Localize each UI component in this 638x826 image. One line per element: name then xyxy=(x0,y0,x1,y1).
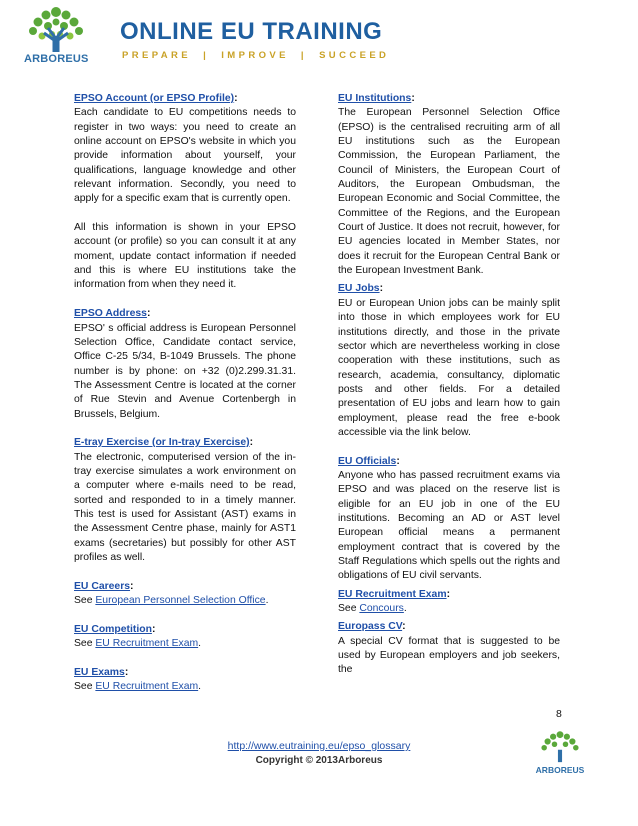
glossary-term[interactable]: EU Competition xyxy=(74,623,152,635)
see-label: See xyxy=(74,638,96,650)
glossary-definition: The European Personnel Selection Office (EPSO) is the centralised recruiting arm of all EU institutions such as the European Commission, the European Parliament, the Council of Ministers, the European Court of Auditors, the European Ombudsman, the European Economic and Social Committee, the Committee of the Regions, and the European Court of Justice. It does not recruit, however, for EU agencies located in Member States, nor does it recruit for the European Central Bank or the European Investment Bank. xyxy=(338,107,560,277)
glossary-left-column xyxy=(74,92,296,709)
glossary-entry-eu-officials: EU Officials: Anyone who has passed recruitment exams via EPSO and was placed on the reserve list is eligible for an EU job in one of the EU institutions. Becoming an AD or AST level European official means a permanent employment contract that is covered by the Staff Regulations which spells out the rights and obligations of EU civil servants. xyxy=(338,455,560,584)
glossary-term[interactable]: EU Jobs xyxy=(338,283,380,295)
logo-text: ARBOREUS xyxy=(24,53,89,65)
glossary-entry-epso-address: EPSO Address: EPSO' s official address is European Personnel Selection Office, Candidate contact service, Office C-25 5/34, B-1049 Brussels. The phone number is by phone: on +32 (0)2.299.31.31. The Assessment Centre is located at the corner of Rue Stevin and Avenue Cortenbergh in Brussels, Belgium. xyxy=(74,307,296,422)
glossary-entry-epso-account: EPSO Account (or EPSO Profile): Each candidate to EU competitions needs to register in two ways: you need to create an online account on EPSO's website in which you provide information about yourself, your qualifications, language knowledge and other relevant information. Secondly, you need to apply for a specific exam that is currently open. All this information is shown in your EPSO account (or profile) so you can consult it at any moment, update contact information if needed and this is where EU institutions take the information from when they need it. xyxy=(74,92,296,293)
glossary-definition: All this information is shown in your EPSO account (or profile) so you can consult it at any moment, update contact information if needed and this is where EU institutions take the information from when they need it. xyxy=(74,222,296,291)
brand-title: ONLINE EU TRAINING xyxy=(120,18,383,45)
glossary-definition: EPSO' s official address is European Personnel Selection Office, Candidate contact service, Office C-25 5/34, B-1049 Brussels. The phone number is by phone: on +32 (0)2.299.31.31. The Assessment Centre is located at the corner of Rue Stevin and Avenue Cortenbergh in Brussels, Belgium. xyxy=(74,322,296,420)
glossary-entry-eu-jobs: EU Jobs: EU or European Union jobs can be mainly split into those in which employees work for EU institutions directly, and those in the private sector which are nevertheless working in close cooperation with these institutions, such as research, academia, consultancy, diplomatic posts and other fields. For a detailed presentation of EU jobs and learn how to gain employment, please read the free e-book accessible via the link below. xyxy=(338,282,560,440)
glossary-definition: Each candidate to EU competitions needs to register in two ways: you need to create an online account on EPSO's website in which you provide information about yourself, your qualifications, language knowledge and other relevant information. Secondly, you need to apply for a specific exam that is currently open. xyxy=(74,107,296,205)
see-link[interactable]: EU Recruitment Exam xyxy=(95,638,199,650)
glossary-entry-eu-competition: EU Competition: See EU Recruitment Exam. xyxy=(74,623,202,650)
glossary-term[interactable]: EU Recruitment Exam xyxy=(338,588,447,600)
page-number: 8 xyxy=(556,708,562,720)
glossary-term[interactable]: EU Officials xyxy=(338,455,397,467)
see-after: . xyxy=(403,603,407,615)
glossary-right-column xyxy=(338,92,560,692)
see-link[interactable]: EU Recruitment Exam xyxy=(95,681,199,693)
glossary-term[interactable]: Europass CV xyxy=(338,621,403,633)
see-link[interactable]: Concours xyxy=(359,603,404,615)
glossary-definition: EU or European Union jobs can be mainly split into those in which employees work for EU institutions directly, and those in the private sector which are nevertheless working in close cooperation with these institutions, such as research, academia, consultancy, diplomatic posts and other fields. For a detailed presentation of EU jobs and learn how to gain employment, please read the free e-book accessible via the link below. xyxy=(338,297,560,438)
footer-logo-text: ARBOREUS xyxy=(535,765,585,775)
glossary-term[interactable]: EU Institutions xyxy=(338,93,412,104)
see-label: See xyxy=(74,681,96,693)
glossary-term[interactable]: EPSO Address xyxy=(74,308,147,320)
glossary-term[interactable]: E-tray Exercise (or In-tray Exercise) xyxy=(74,437,250,449)
page-header xyxy=(24,6,624,68)
glossary-entry-eu-exams: EU Exams: See EU Recruitment Exam. xyxy=(74,666,202,693)
glossary-entry-eu-institutions: EU Institutions: The European Personnel Selection Office (EPSO) is the centralised recruiting arm of all EU institutions such as the European Commission, the European Parliament, the Council of Ministers, the European Court of Auditors, the European Ombudsman, the European Economic and Social Committee, the Committee of the Regions, and the European Court of Justice. It does not recruit, however, for EU agencies located in Member States, nor does it recruit for the European Central Bank or the European Investment Bank. xyxy=(338,92,560,278)
glossary-definition: A special CV format that is suggested to be used by European employers and job seekers, the xyxy=(338,635,560,676)
footer-url-link[interactable]: http://www.eutraining.eu/epso_glossary xyxy=(227,740,411,752)
see-after: . xyxy=(198,638,202,650)
glossary-term[interactable]: EU Careers xyxy=(74,580,131,592)
glossary-entry-europass-cv: Europass CV: A special CV format that is suggested to be used by European employers and job seekers, the xyxy=(338,620,560,677)
glossary-entry-eu-careers: EU Careers: See European Personnel Selection Office. xyxy=(74,580,269,607)
glossary-definition: Anyone who has passed recruitment exams via EPSO and was placed on the reserve list is eligible for an EU job in one of the EU institutions. Becoming an AD or AST level European official means a permanent employment contract that is covered by the Staff Regulations which spells out the rights and obligations of EU civil servants. xyxy=(338,469,560,582)
see-label: See xyxy=(338,603,360,615)
see-after: . xyxy=(198,681,202,693)
brand-tagline: PREPARE | IMPROVE | SUCCEED xyxy=(122,50,390,61)
see-label: See xyxy=(74,595,96,607)
glossary-term[interactable]: EU Exams xyxy=(74,666,125,678)
glossary-entry-etray-exercise: E-tray Exercise (or In-tray Exercise): The electronic, computerised version of the in-tray exercise simulates a work environment on a computer where e-mails need to be read, sorted and responded to in a timely manner. This test is used for Assistant (AST) exams in the Assessment Centre phase, mainly for AST1 exams (secretaries) but possibly for other AST profiles as well. xyxy=(74,436,296,565)
see-after: . xyxy=(265,595,269,607)
glossary-term[interactable]: EPSO Account (or EPSO Profile) xyxy=(74,93,235,104)
glossary-definition: The electronic, computerised version of the in-tray exercise simulates a work environment on a computer where e-mails need to be read, sorted and responded to in a timely manner. This test is used for Assistant (AST) exams in the Assessment Centre phase, mainly for AST1 exams (secretaries) but possibly for other AST profiles as well. xyxy=(74,451,296,563)
footer-copyright: Copyright © 2013Arboreus xyxy=(255,755,383,766)
arboreus-tree-icon xyxy=(24,6,88,68)
see-link[interactable]: European Personnel Selection Office xyxy=(95,595,266,607)
glossary-entry-eu-recruitment-exam: EU Recruitment Exam: See Concours. xyxy=(338,588,451,615)
